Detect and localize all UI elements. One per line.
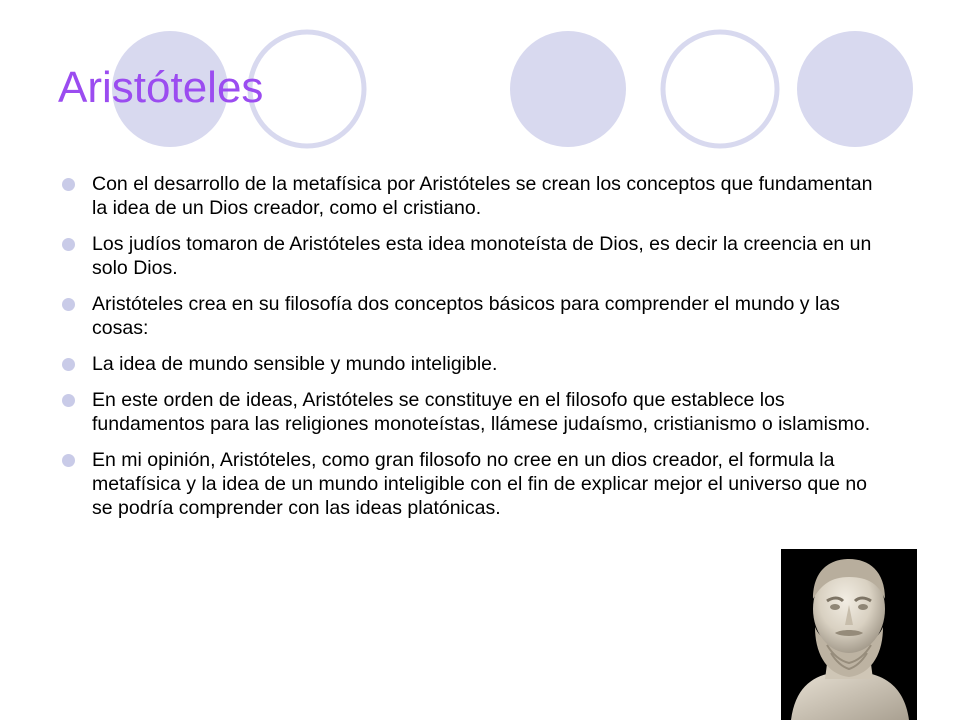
bullet-dot-icon xyxy=(62,238,75,251)
bullet-dot-icon xyxy=(62,298,75,311)
bullet-dot-icon xyxy=(62,358,75,371)
aristotle-bust-drawing xyxy=(781,549,917,720)
bullet-list xyxy=(60,172,880,532)
bullet-text: Los judíos tomaron de Aristóteles esta idea monoteísta de Dios, es decir la creencia en un solo Dios. xyxy=(92,233,872,279)
decor-circle-outline xyxy=(663,32,777,146)
aristotle-bust-image xyxy=(781,549,917,720)
bullet-dot-icon xyxy=(62,178,75,191)
bullet-text: La idea de mundo sensible y mundo inteligible. xyxy=(92,353,498,375)
bullet-text: Con el desarrollo de la metafísica por Aristóteles se crean los conceptos que fundamentan la idea de un Dios creador, como el cristiano. xyxy=(92,173,873,219)
decor-circle-filled xyxy=(510,31,626,147)
slide-title: Aristóteles xyxy=(58,63,264,112)
bullet-text: En este orden de ideas, Aristóteles se constituye en el filosofo que establece los fundamentos para las religiones monoteístas, llámese judaísmo, cristianismo o islamismo. xyxy=(92,389,871,435)
bullet-item xyxy=(60,388,880,436)
bullet-item xyxy=(60,172,880,220)
bullet-item xyxy=(60,352,880,376)
bullet-dot-icon xyxy=(62,454,75,467)
bullet-text: Aristóteles crea en su filosofía dos conceptos básicos para comprender el mundo y las cosas: xyxy=(92,293,840,339)
bullet-dot-icon xyxy=(62,394,75,407)
bullet-text: En mi opinión, Aristóteles, como gran filosofo no cree en un dios creador, el formula la metafísica y la idea de un mundo inteligible con el fin de explicar mejor el universo que no se podría comprender con las ideas platónicas. xyxy=(92,449,868,519)
bullet-item xyxy=(60,292,880,340)
decor-circle-filled xyxy=(797,31,913,147)
bullet-item xyxy=(60,448,880,520)
decor-circle-outline xyxy=(250,32,364,146)
bullet-item xyxy=(60,232,880,280)
